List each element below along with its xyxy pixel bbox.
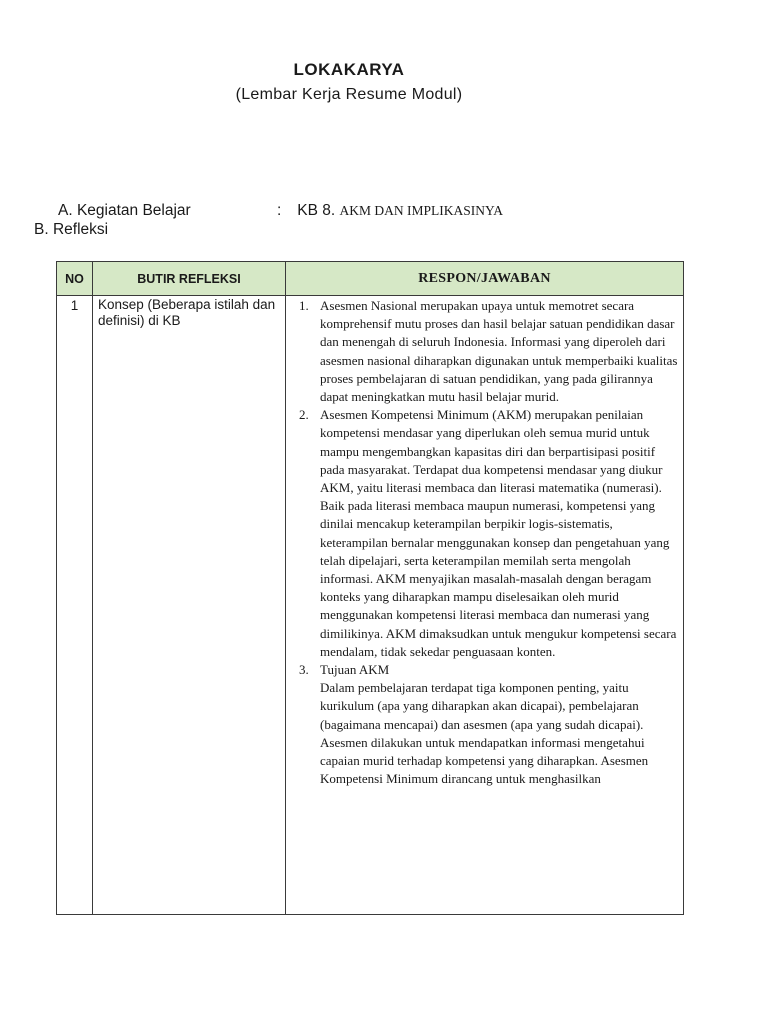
section-b-prefix: B. — [34, 221, 49, 238]
section-a-colon: : — [276, 202, 282, 219]
answer-number: 1. — [299, 298, 309, 313]
header-respon-jawaban: RESPON/JAWABAN — [286, 262, 684, 296]
answer-text: Tujuan AKM — [320, 662, 390, 678]
answer-number: 3. — [299, 662, 309, 678]
row-item: Konsep (Beberapa istilah dan definisi) di KB — [93, 296, 286, 915]
list-item — [298, 406, 679, 661]
header-no: NO — [57, 262, 93, 296]
answer-text: Asesmen Kompetensi Minimum (AKM) merupakan penilaian kompetensi mendasar yang diperlukan oleh semua murid untuk mampu mengembangkan kapasitas diri dan berpartisipasi positif pada masyarakat. Terdapat dua kompetensi mendasar yang diukur AKM, yaitu literasi membaca dan literasi matematika (numerasi). Baik pada literasi membaca maupun numerasi, kompetensi yang dinilai mencakup keterampilan berpikir logis-sistematis, keterampilan bernalar menggunakan konsep dan pengetahuan yang telah dipelajari, serta keterampilan memilah serta mengolah informasi. AKM menyajikan masalah-masalah dengan beragam konteks yang diharapkan mampu diselesaikan oleh murid menggunakan kompetensi literasi membaca dan numerasi yang dimilikinya. AKM dimaksudkan untuk mengukur kompetensi secara mendalam, tidak sekedar penguasaan konten. — [320, 407, 677, 659]
page-title: LOKAKARYA — [293, 60, 405, 79]
kb-topic: AKM DAN IMPLIKASINYA — [339, 203, 504, 218]
section-b-label: Refleksi — [52, 221, 109, 238]
kb-number: KB 8. — [297, 202, 336, 219]
reflection-table — [56, 261, 684, 915]
answer-text: Asesmen Nasional merupakan upaya untuk memotret secara komprehensif mutu proses dan hasil belajar satuan pendidikan dasar dan menengah di seluruh Indonesia. Informasi yang diperoleh dari asesmen nasional diharapkan digunakan untuk memperbaiki kualitas proses pembelajaran di satuan pendidikan, yang pada gilirannya dapat meningkatkan mutu hasil belajar murid. — [320, 298, 678, 405]
refleksi-line — [34, 221, 108, 239]
list-item — [298, 661, 679, 788]
row-number: 1 — [57, 296, 93, 915]
answer-list — [298, 297, 679, 788]
answer-number: 2. — [299, 407, 309, 423]
table-header-row — [57, 262, 684, 296]
table-row — [57, 296, 684, 915]
section-a-prefix: A. — [58, 202, 73, 219]
header-butir-refleksi: BUTIR REFLEKSI — [93, 262, 286, 296]
answer-description: Dalam pembelajaran terdapat tiga komponen penting, yaitu kurikulum (apa yang diharapkan akan dicapai), pembelajaran (bagaimana mencapai) dan asesmen (apa yang sudah dicapai). Asesmen dilakukan untuk mendapatkan informasi mengetahui capaian murid terhadap kompetensi yang diharapkan. Asesmen Kompetensi Minimum dirancang untuk menghasilkan — [320, 680, 649, 787]
section-a-label: Kegiatan Belajar — [76, 202, 191, 219]
kegiatan-belajar-line — [58, 202, 503, 220]
list-item — [298, 297, 679, 406]
row-response — [286, 296, 684, 915]
page-subtitle: (Lembar Kerja Resume Modul) — [235, 86, 463, 103]
